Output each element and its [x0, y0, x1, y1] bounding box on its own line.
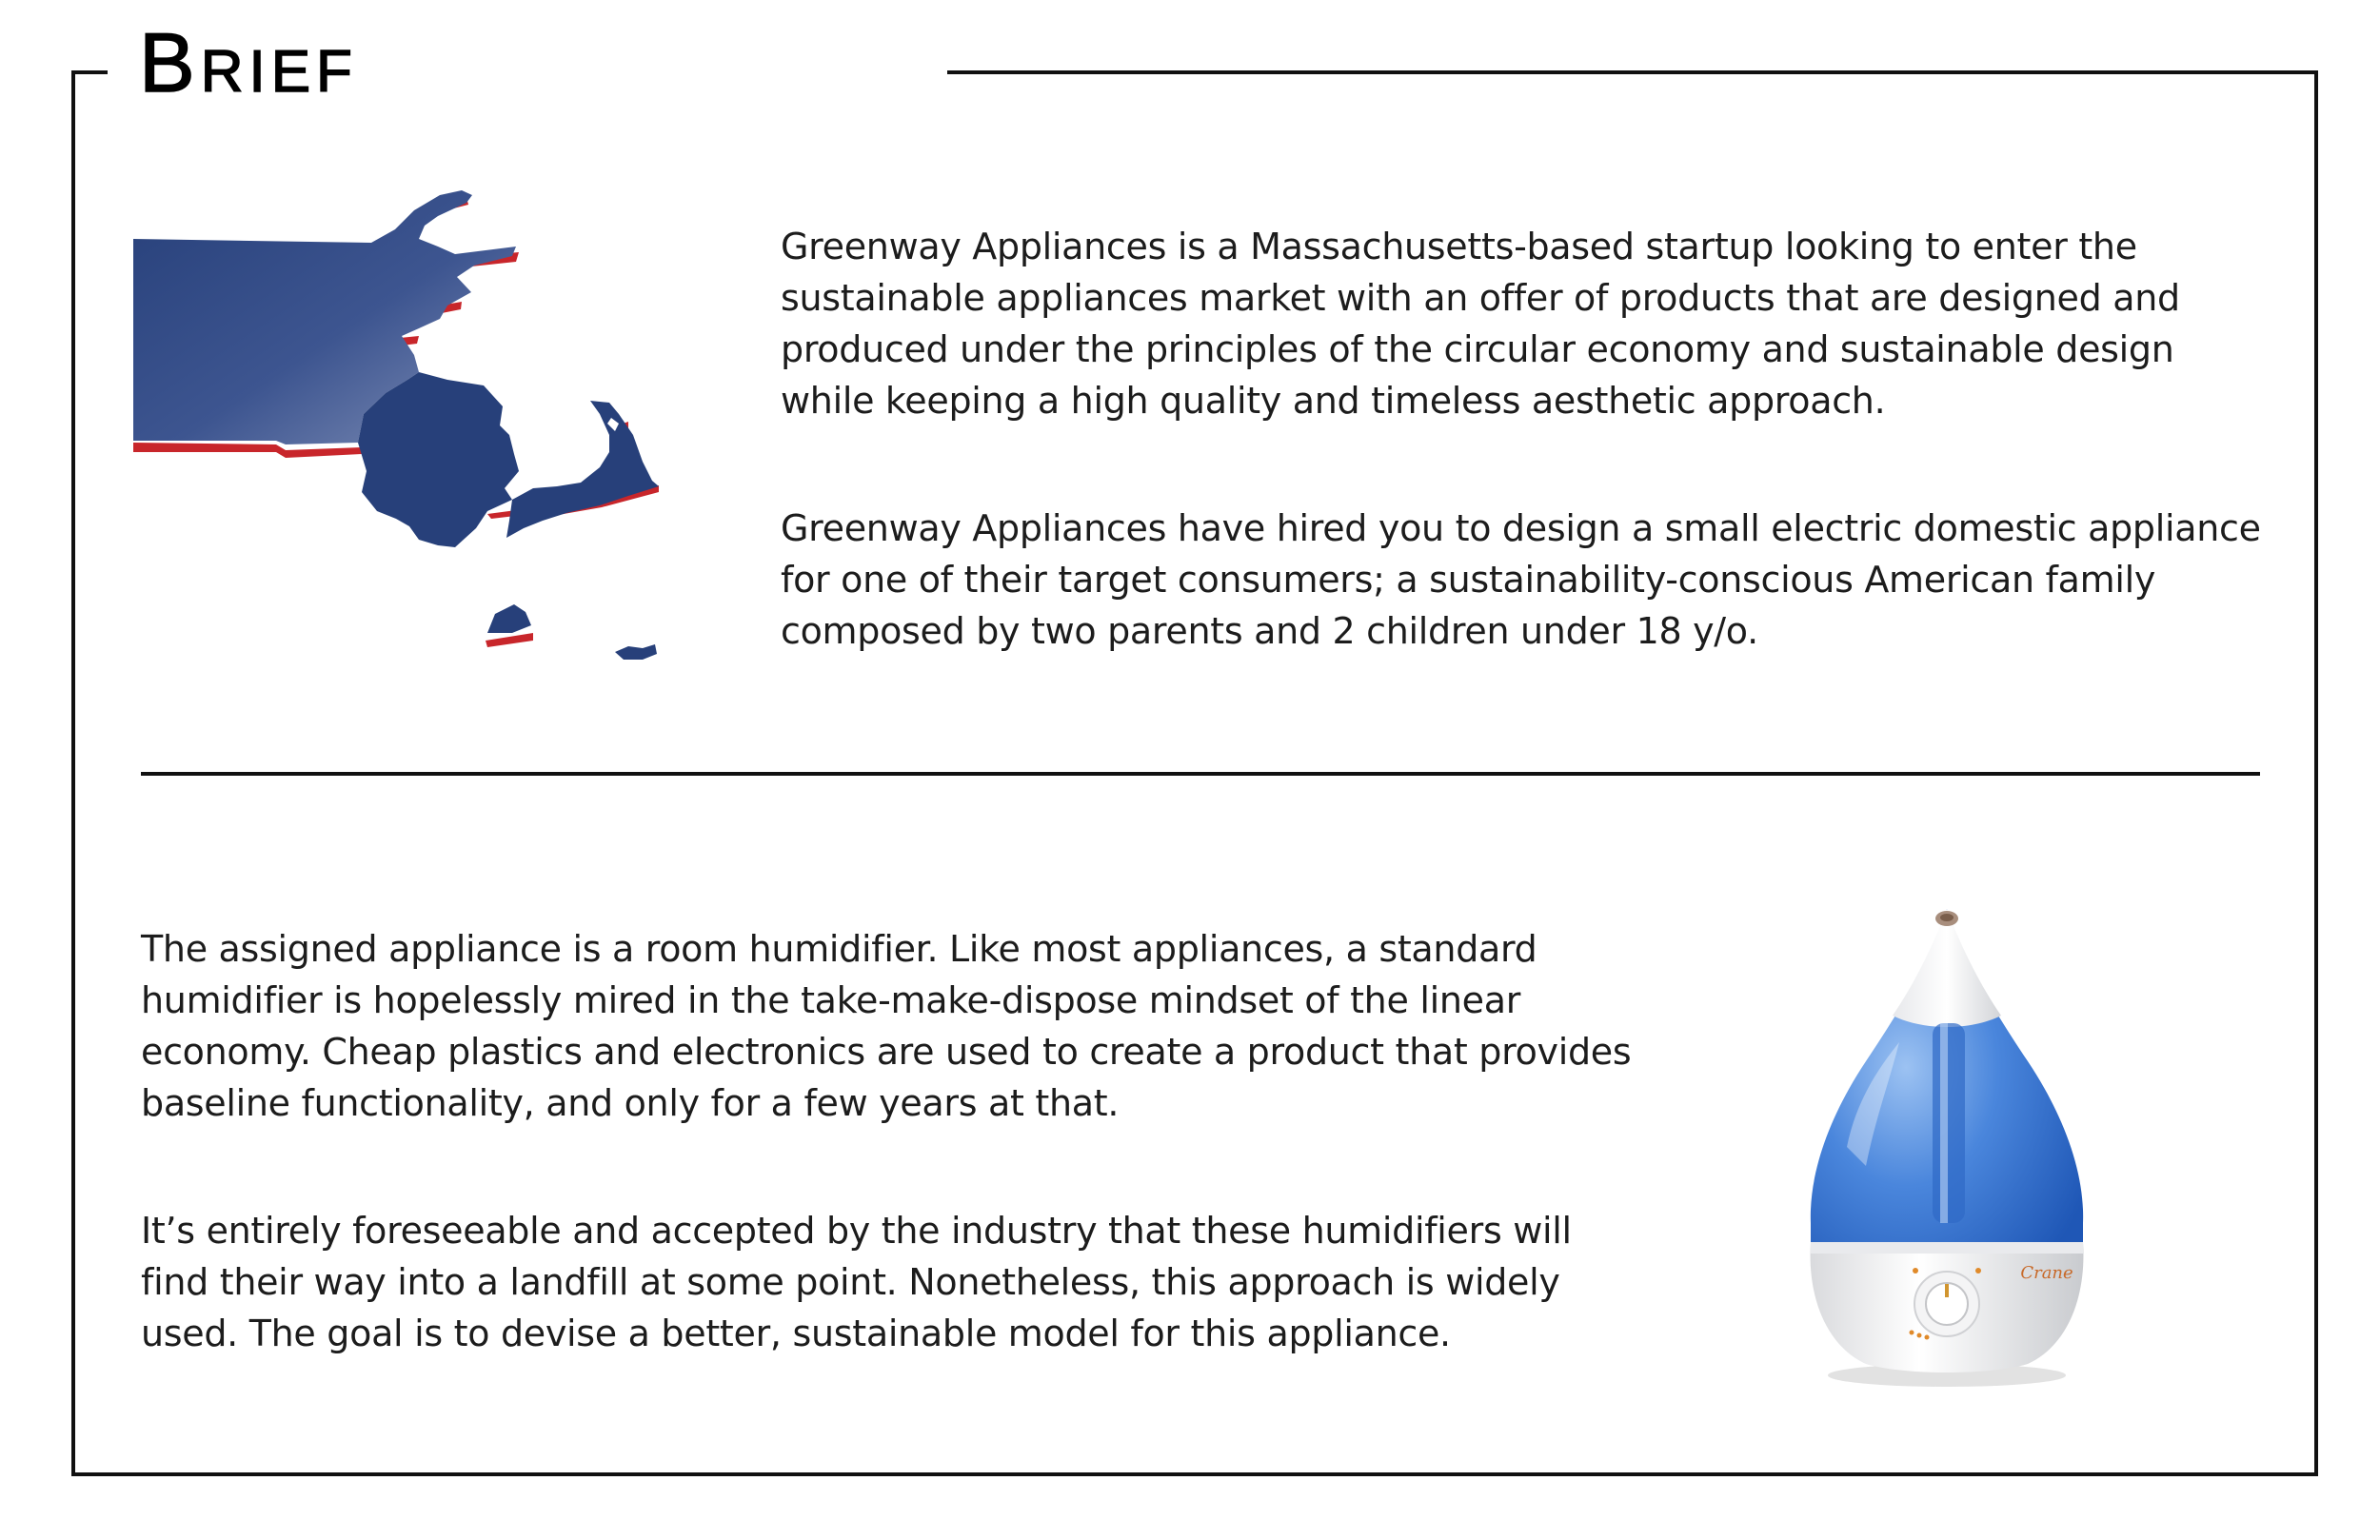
humidifier-image [1790, 899, 2104, 1394]
page-title: Brief [139, 15, 358, 109]
frame-left [71, 70, 75, 1476]
frame-right [2314, 70, 2318, 1476]
frame-top-left [71, 70, 108, 74]
section-divider [141, 772, 2260, 776]
frame-bottom [71, 1472, 2318, 1476]
brief-paragraph-client: Greenway Appliances have hired you to design a small electric domestic appliance for one of their target consumers; a sustainability-conscious American family composed by two parents and 2 children under 18 y/o. [781, 507, 2261, 652]
frame-top-right [947, 70, 2318, 74]
massachusetts-map [133, 186, 676, 681]
svg-text:Crane: Crane [2020, 1263, 2073, 1283]
brief-paragraph-appliance: The assigned appliance is a room humidifier. Like most appliances, a standard humidifier is hopelessly mired in the take-make-dispose mindset of the linear economy. Cheap plastics and electronics are used to create a product that provides baseline functionality, and only for a few years at that. [141, 928, 1632, 1124]
brief-paragraph-goal: It’s entirely foreseeable and accepted by the industry that these humidifiers will find their way into a landfill at some point. Nonetheless, this approach is widely used. The goal is to devise a better, sustainable model for this appliance. [141, 1210, 1572, 1354]
brief-paragraph-company: Greenway Appliances is a Massachusetts-based startup looking to enter the sustainable appliances market with an offer of products that are designed and produced under the principles of the circular economy and sustainable design while keeping a high quality and timeless aesthetic approach. [781, 226, 2180, 422]
